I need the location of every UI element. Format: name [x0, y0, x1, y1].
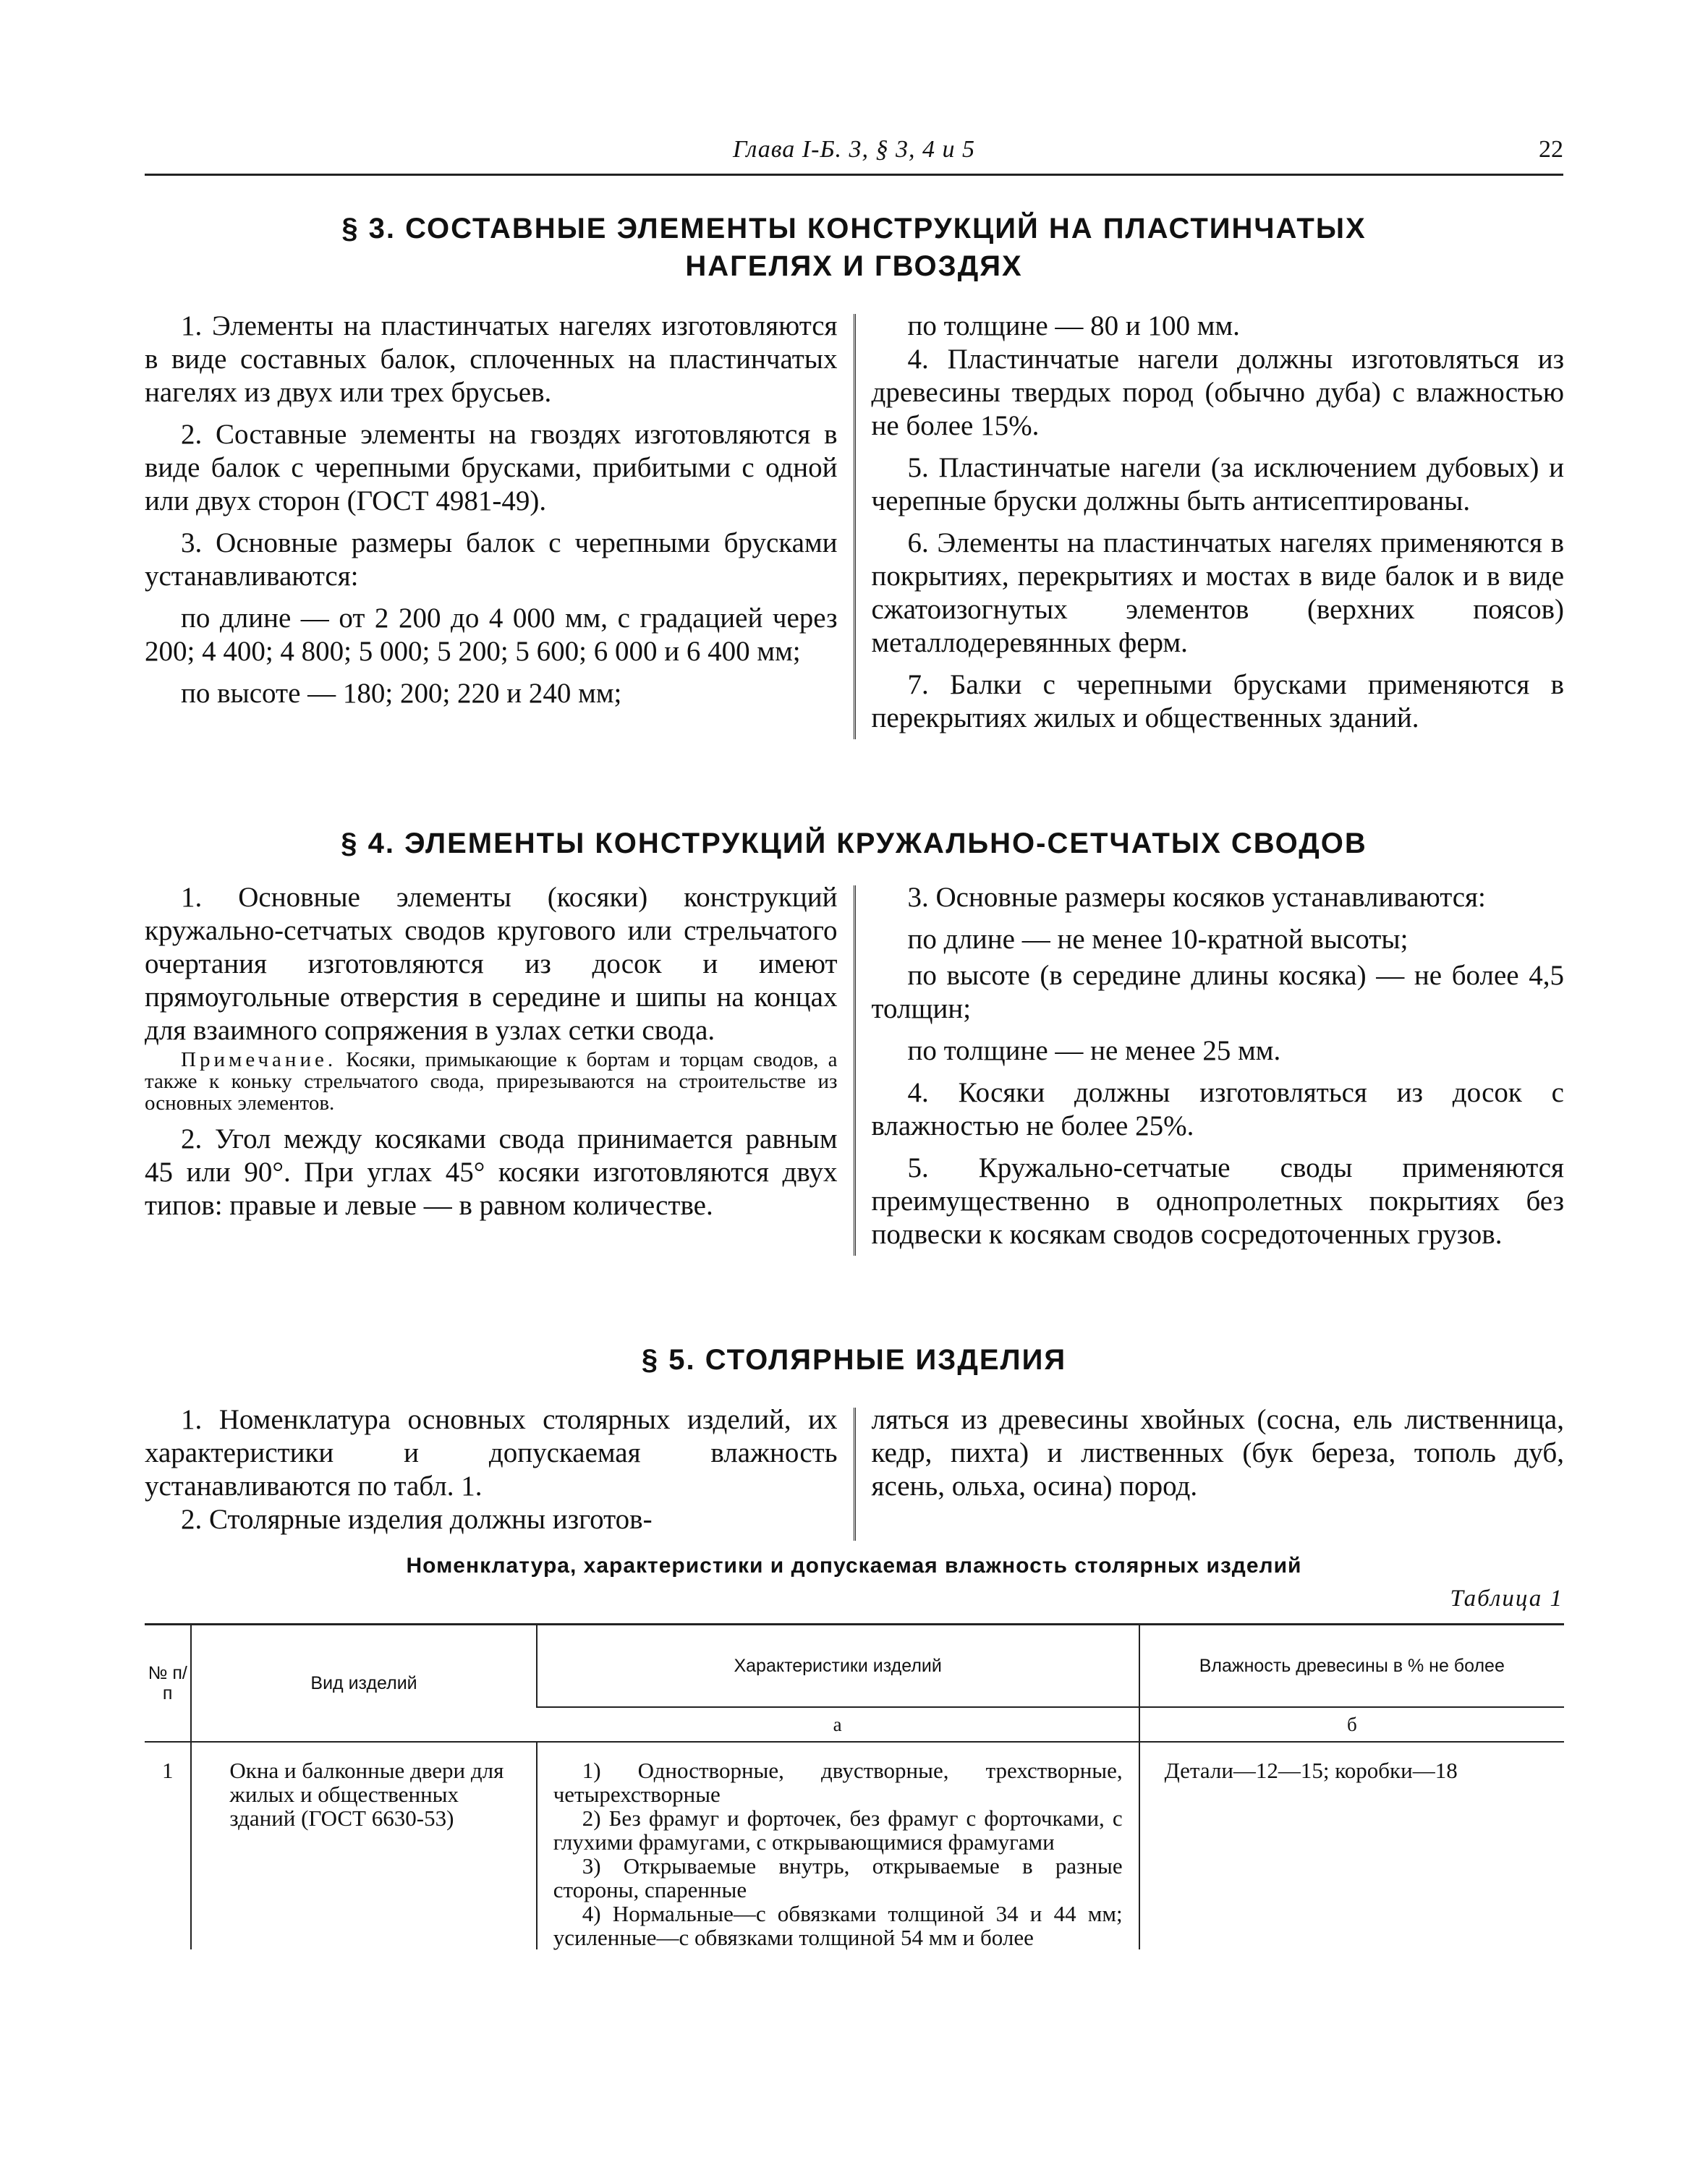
nomenclature-table [145, 1623, 1564, 1949]
cell-kind: Окна и балконные двери для жилых и общественных зданий (ГОСТ 6630-53) [191, 1742, 536, 1949]
paragraph: по длине — от 2 200 до 4 000 мм, с градацией через 200; 4 400; 4 800; 5 000; 5 200; 5 600; 6 000 и 6 400 мм; [145, 603, 838, 667]
section-5-left-column [145, 1403, 854, 1545]
page-number: 22 [1539, 136, 1563, 163]
section-5-title: § 5. СТОЛЯРНЫЕ ИЗДЕЛИЯ [641, 1344, 1067, 1376]
header-rule [145, 174, 1563, 176]
section-3-title-line2: НАГЕЛЯХ И ГВОЗДЯХ [685, 250, 1023, 282]
header-sub-b: б [1139, 1707, 1564, 1742]
paragraph: 1. Элементы на пластинчатых нагелях изготовляются в виде составных балок, сплоченных на пластинчатых нагелях из двух или трех брусьев. [145, 310, 838, 408]
header-chars: Характеристики изделий [537, 1625, 1139, 1708]
section-4-title: § 4. ЭЛЕМЕНТЫ КОНСТРУКЦИЙ КРУЖАЛЬНО-СЕТЧАТЫХ СВОДОВ [341, 828, 1367, 859]
paragraph: по длине — не менее 10-кратной высоты; [907, 924, 1409, 955]
paragraph: 1. Номенклатура основных столярных изделий, их характеристики и допускаемая влажность устанавливаются по табл. 1. [145, 1404, 838, 1502]
paragraph: по высоте — 180; 200; 220 и 240 мм; [181, 678, 622, 709]
paragraph: ляться из древесины хвойных (сосна, ель лиственница, кедр, пихта) и лиственных (бук береза, тополь дуб, ясень, ольха, осина) пород. [871, 1404, 1564, 1502]
char-item: 4) Нормальные—с обвязками толщиной 34 и 44 мм; усиленные—с обвязками толщиной 54 мм и более [553, 1901, 1123, 1950]
page-header [145, 136, 1563, 169]
char-item: 2) Без фрамуг и форточек, без фрамуг с форточками, с глухими фрамугами, с открывающимися фрамугами [553, 1805, 1123, 1855]
char-item: 1) Одностворные, двустворные, трехстворные, четырехстворные [553, 1758, 1123, 1807]
table-caption: Номенклатура, характеристики и допускаемая влажность столярных изделий [406, 1554, 1302, 1578]
header-kind: Вид изделий [191, 1625, 536, 1743]
section-3-right-column [856, 310, 1565, 744]
header-num: № п/п [145, 1625, 191, 1743]
paragraph: 4. Пластинчатые нагели должны изготовляться из древесины твердых пород (обычно дуба) с влажностью не более 15%. [871, 344, 1564, 441]
header-sub-a: а [537, 1707, 1139, 1742]
section-5-right-column [856, 1403, 1565, 1545]
paragraph: 7. Балки с черепными брусками применяются в перекрытиях жилых и общественных зданий. [871, 669, 1564, 733]
paragraph: 1. Основные элементы (косяки) конструкций кружально-сетчатых сводов кругового или стрельчатого очертания изготовляются из досок и имеют прямоугольные отверстия в середине и шипы на концах для взаимного сопряжения в узлах сетки свода. [145, 882, 838, 1046]
paragraph: по толщине — не менее 25 мм. [907, 1035, 1281, 1066]
paragraph: по толщине — 80 и 100 мм. [907, 310, 1240, 341]
paragraph: по высоте (в середине длины косяка) — не более 4,5 толщин; [871, 960, 1564, 1024]
section-3-title-line1: § 3. СОСТАВНЫЕ ЭЛЕМЕНТЫ КОНСТРУКЦИЙ НА ПЛАСТИНЧАТЫХ [341, 213, 1367, 244]
section-3-left-column [145, 310, 854, 744]
cell-moist: Детали—12—15; коробки—18 [1139, 1742, 1564, 1949]
section-4-body [145, 881, 1564, 1260]
cell-num: 1 [161, 1758, 174, 1783]
cell-chars [537, 1742, 1139, 1949]
running-title: Глава I-Б. 3, § 3, 4 и 5 [733, 136, 975, 163]
header-moist: Влажность древесины в % не более [1139, 1625, 1564, 1708]
paragraph: 6. Элементы на пластинчатых нагелях применяются в покрытиях, перекрытиях и мостах в виде балок и в виде сжатоизогнутых элементов (верхних поясов) металлодеревянных ферм. [871, 527, 1564, 658]
note-label: Примечание. [181, 1048, 337, 1071]
table-row [145, 1742, 1564, 1949]
paragraph: 3. Основные размеры балок с черепными брусками устанавливаются: [145, 527, 838, 592]
note-text: Косяки, примыкающие к бортам и торцам сводов, а также к коньку стрельчатого свода, прирезываются на строительстве из основных элементов. [145, 1048, 838, 1115]
char-item: 3) Открываемые внутрь, открываемые в разные стороны, спаренные [553, 1853, 1123, 1902]
paragraph: 4. Косяки должны изготовляться из досок с влажностью не более 25%. [871, 1077, 1564, 1141]
section-4-right-column [856, 881, 1565, 1260]
paragraph: 2. Угол между косяками свода принимается равным 45 или 90°. При углах 45° косяки изготовляются двух типов: правые и левые — в равном количестве. [145, 1123, 838, 1221]
table-label: Таблица 1 [1450, 1586, 1563, 1612]
paragraph: 3. Основные размеры косяков устанавливаются: [907, 882, 1486, 913]
paragraph: 5. Пластинчатые нагели (за исключением дубовых) и черепные бруски должны быть антисептированы. [871, 452, 1564, 516]
section-4-left-column [145, 881, 854, 1260]
paragraph: 2. Столярные изделия должны изготов- [181, 1504, 653, 1535]
section-3-title [145, 210, 1563, 285]
paragraph: 2. Составные элементы на гвоздях изготовляются в виде балок с черепными брусками, прибитыми с одной или двух сторон (ГОСТ 4981-49). [145, 419, 838, 516]
note [145, 1049, 838, 1114]
paragraph: 5. Кружально-сетчатые своды применяются преимущественно в однопролетных покрытиях без подвески к косякам сводов сосредоточенных грузов. [871, 1152, 1564, 1250]
section-3-body [145, 310, 1564, 744]
section-5-body [145, 1403, 1564, 1545]
